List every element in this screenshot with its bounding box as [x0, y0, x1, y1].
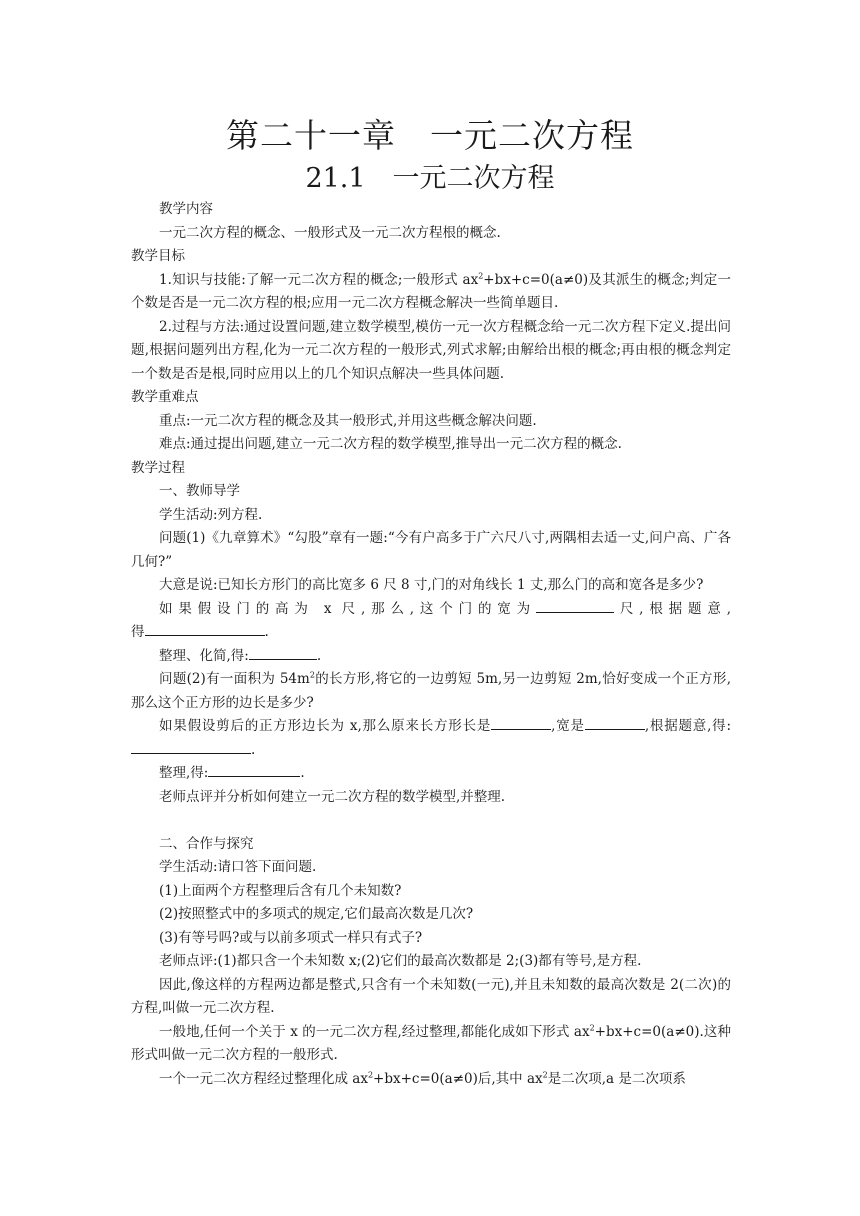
heading-teaching-process: 教学过程: [131, 459, 185, 476]
problem-1: 问题(1)《九章算术》“勾股”章有一题:“今有户高多于广六尺八寸,两隅相去适一丈,问户高、广各几何?”: [131, 530, 731, 570]
answer-blank[interactable]: [208, 762, 300, 777]
teacher-comment-1: 老师点评并分析如何建立一元二次方程的数学模型,并整理.: [159, 788, 506, 805]
heading-teaching-goals: 教学目标: [131, 248, 185, 264]
teaching-content-text: 一元二次方程的概念、一般形式及一元二次方程根的概念.: [159, 224, 501, 241]
problem-2: [131, 668, 731, 715]
question-2: (2)按照整式中的多项式的规定,它们最高次数是几次?: [159, 906, 474, 922]
difficult-point: 难点:通过提出问题,建立一元二次方程的数学模型,推导出一元二次方程的概念.: [159, 436, 622, 452]
heading-teaching-content: 教学内容: [159, 201, 213, 217]
terms-paragraph: [131, 1068, 731, 1092]
terms-text-a: 一个一元二次方程经过整理化成 ax: [159, 1070, 368, 1087]
terms-text-c: 是二次项,a 是二次项系: [547, 1070, 686, 1087]
goal-1-text-a: 1.知识与技能:了解一元二次方程的概念;一般形式 ax: [159, 271, 479, 288]
general-text-b: +bx+c=0(a≠0).这种形式叫做一元二次方程的一般形式.: [131, 1023, 731, 1063]
organize-2: 整理,得: .: [131, 762, 731, 786]
superscript-2: 2: [589, 1023, 595, 1032]
part-2-heading: 二、合作与探究: [159, 835, 254, 852]
answer-blank[interactable]: [249, 645, 317, 660]
organize-1: 整理、化简,得: .: [131, 645, 731, 669]
problem-2-text-b: 的长方形,将它的一边剪短 5m,另一边剪短 2m,恰好变成一个正方形,那么这个正方形的边长是多少?: [131, 671, 731, 711]
general-text-a: 一般地,任何一个关于 x 的一元二次方程,经过整理,都能化成如下形式 ax: [159, 1023, 590, 1040]
heading-key-points: 教学重难点: [131, 389, 199, 405]
goal-2: 2.过程与方法:通过设置问题,建立数学模型,模仿一元一次方程概念给一元二次方程下定义.提出问题,根据问题列出方程,化为一元二次方程的一般形式,列式求解;由解给出根的概念;再由根的概念判定一个数是否是根,同时应用以上的几个知识点解决一些具体问题.: [131, 318, 731, 382]
section-title: 21.1 一元二次方程: [305, 163, 555, 194]
student-activity-2: 学生活动:请口答下面问题.: [159, 859, 317, 875]
organize-2-text: 整理,得:: [159, 765, 209, 781]
terms-text-b: +bx+c=0(a≠0)后,其中 ax: [373, 1070, 543, 1087]
student-activity-1: 学生活动:列方程.: [159, 506, 263, 523]
fill-1-text-b: 尺,根据题意,: [614, 600, 731, 617]
superscript-2: 2: [542, 1070, 548, 1079]
problem-2-text-a: 问题(2)有一面积为 54m: [159, 671, 310, 687]
question-1: (1)上面两个方程整理后含有几个未知数?: [159, 882, 402, 899]
fill-blank-1-cont: 得 .: [131, 621, 731, 645]
document-body: [131, 198, 731, 1091]
answer-blank[interactable]: [491, 715, 551, 730]
answer-blank[interactable]: [145, 621, 265, 636]
goal-1-text-b: +bx+c=0(a≠0)及其派生的概念;判定一个数是否是一元二次方程的根;应用一元二次方程概念解决一些简单题目.: [131, 271, 731, 311]
problem-1-meaning: 大意是说:已知长方形门的高比宽多 6 尺 8 寸,门的对角线长 1 丈,那么门的高和宽各是多少?: [159, 577, 704, 593]
fill-2-text-a: 如果假设剪后的正方形边长为 x,那么原来长方形长是: [159, 718, 492, 734]
fill-2-text-c: ,根据题意,得:: [644, 718, 731, 734]
answer-blank[interactable]: [131, 739, 251, 754]
goal-1: [131, 269, 731, 316]
paragraph-gap: [131, 809, 731, 833]
fill-2-text-b: ,宽是: [551, 718, 585, 734]
superscript-2: 2: [478, 271, 484, 280]
key-point: 重点:一元二次方程的概念及其一般形式,并用这些概念解决问题.: [159, 412, 537, 429]
fill-1-text-a: 如果假设门的高为 x 尺,那么,这个门的宽为: [159, 600, 536, 617]
organize-1-text: 整理、化简,得:: [159, 647, 249, 664]
fill-blank-1: [131, 598, 731, 622]
part-1-heading: 一、教师导学: [159, 483, 240, 499]
definition-paragraph: 因此,像这样的方程两边都是整式,只含有一个未知数(一元),并且未知数的最高次数是 2(二次)的方程,叫做一元二次方程.: [131, 976, 731, 1016]
question-3: (3)有等号吗?或与以前多项式一样只有式子?: [159, 929, 423, 946]
fill-1-text-c: 得: [131, 624, 145, 640]
chapter-title: 第二十一章 一元二次方程: [226, 116, 634, 155]
answer-blank[interactable]: [585, 715, 645, 730]
teacher-comment-2: 老师点评:(1)都只含一个未知数 x;(2)它们的最高次数都是 2;(3)都有等号,是方程.: [159, 953, 642, 969]
fill-blank-2: 如果假设剪后的正方形边长为 x,那么原来长方形长是 ,宽是 ,根据题意,得:.: [131, 715, 731, 762]
general-form-paragraph: [131, 1021, 731, 1068]
answer-blank[interactable]: [536, 598, 614, 613]
superscript-2: 2: [309, 670, 315, 680]
superscript-2: 2: [367, 1070, 374, 1079]
